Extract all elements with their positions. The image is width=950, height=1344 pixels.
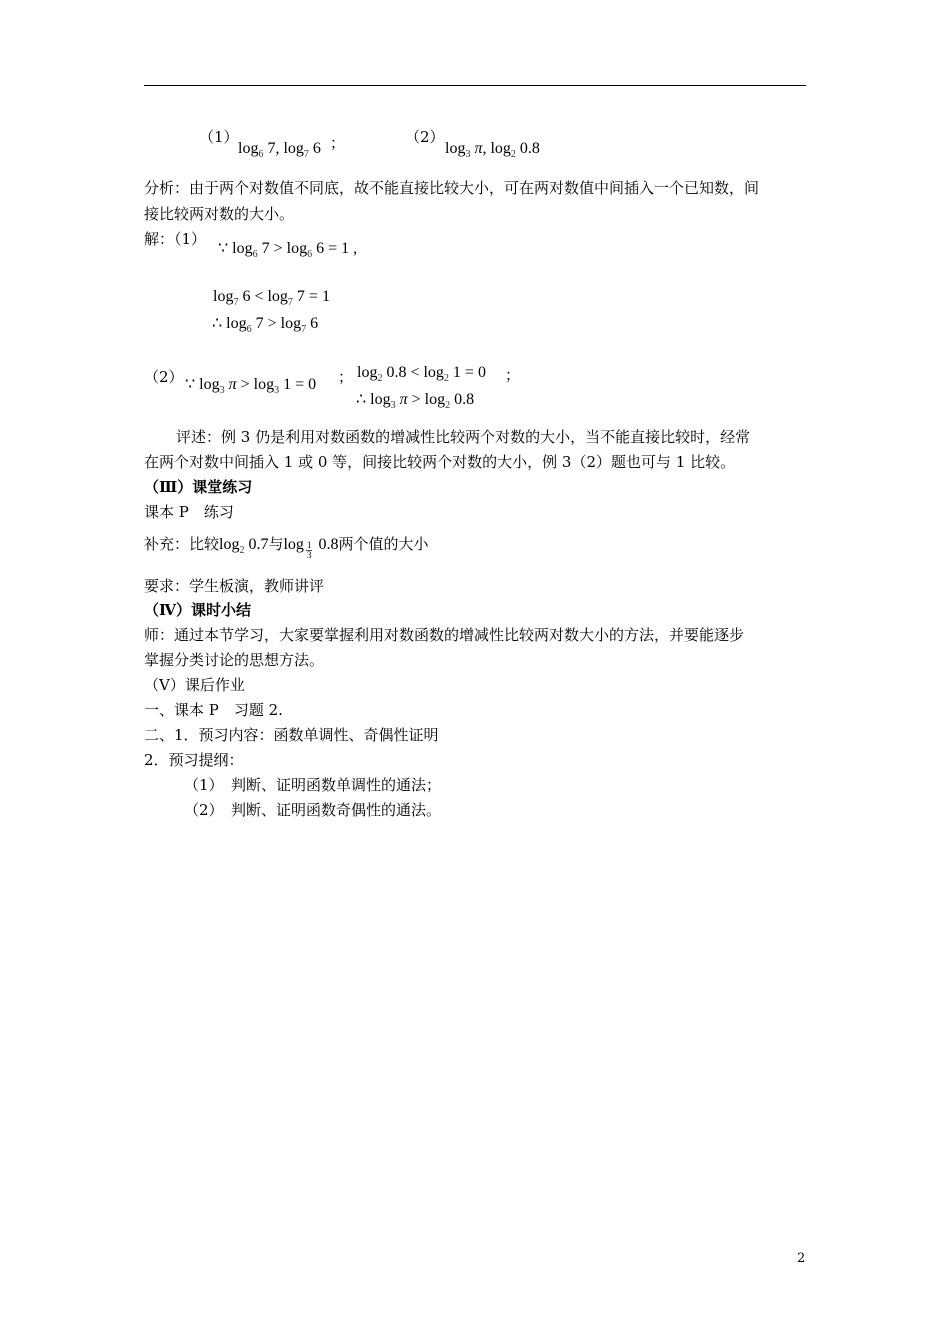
problem-item-2-label: （2） bbox=[405, 128, 445, 146]
supplement-prefix: 补充：比较 bbox=[144, 535, 220, 553]
summary-line-2: 掌握分类讨论的思想方法。 bbox=[144, 651, 325, 669]
solution-2-label: （2） bbox=[144, 368, 184, 386]
header-rule bbox=[144, 85, 806, 86]
homework-item-2: （2） 判断、证明函数奇偶性的通法。 bbox=[184, 801, 442, 819]
homework-line-2: 二、1．预习内容：函数单调性、奇偶性证明 bbox=[144, 726, 439, 744]
supplement-math-1: $\log_2 0.7$ bbox=[219, 536, 269, 556]
problem-item-1-math: $\log_6 7$, $\log_7 6$ bbox=[238, 140, 321, 160]
solution-2-separator-1: ； bbox=[338, 368, 354, 386]
homework-heading: （Ⅴ）课后作业 bbox=[144, 676, 245, 694]
problem-item-1-separator: ； bbox=[330, 134, 346, 152]
summary-heading: （Ⅳ）课时小结 bbox=[144, 601, 252, 619]
page-number: 2 bbox=[797, 1251, 806, 1266]
supplement-suffix: 两个值的大小 bbox=[338, 535, 429, 553]
analysis-line-2: 接比较两对数的大小。 bbox=[144, 205, 295, 223]
problem-item-1-label: （1） bbox=[199, 128, 239, 146]
solution-2-step-1: ∵ $\log_3 \pi > \log_3 1 = 0$ bbox=[185, 376, 317, 396]
solution-1-step-3: ∴ $\log_6 7 > \log_7 6$ bbox=[212, 315, 319, 335]
supplement-math-2: log $\frac{1}{3}$ 0.8 bbox=[283, 536, 339, 560]
homework-line-1: 一、课本 P 习题 2. bbox=[144, 701, 283, 719]
solution-1-step-2: $\log_7 6 < \log_7 7 = 1$ bbox=[213, 288, 330, 308]
analysis-line-1: 分析：由于两个对数值不同底，故不能直接比较大小，可在两对数值中间插入一个已知数，间 bbox=[144, 179, 760, 197]
solution-2-step-3: ∴ $\log_3 \pi > \log_2 0.8$ bbox=[356, 391, 475, 411]
requirement-line: 要求：学生板演，教师讲评 bbox=[144, 577, 325, 595]
comment-line-1: 评述：例 3 仍是利用对数函数的增减性比较两个对数的大小，当不能直接比较时，经常 bbox=[176, 428, 751, 446]
solution-2-step-2: $\log_2 0.8 < \log_2 1 = 0$ bbox=[357, 364, 486, 384]
solution-1-step-1: ∵ $\log_6 7 > \log_6 6 = 1$ , bbox=[218, 240, 358, 260]
practice-line: 课本 P 练习 bbox=[144, 503, 234, 521]
summary-line-1: 师：通过本节学习，大家要掌握利用对数函数的增减性比较两对数大小的方法，并要能逐步 bbox=[144, 626, 745, 644]
comment-line-2: 在两个对数中间插入 1 或 0 等，间接比较两个对数的大小，例 3（2）题也可与 1 比较。 bbox=[144, 453, 736, 471]
supplement-line bbox=[144, 534, 428, 560]
homework-item-1: （1） 判断、证明函数单调性的通法； bbox=[184, 776, 442, 794]
problem-item-2-math: $\log_3 \pi$, $\log_2 0.8$ bbox=[445, 140, 540, 160]
solution-label: 解：（1） bbox=[144, 230, 207, 248]
practice-heading: （Ⅲ）课堂练习 bbox=[144, 478, 253, 496]
supplement-mid: 与 bbox=[268, 535, 284, 553]
homework-line-3: 2．预习提纲： bbox=[144, 751, 244, 769]
solution-2-separator-2: ； bbox=[505, 366, 521, 384]
